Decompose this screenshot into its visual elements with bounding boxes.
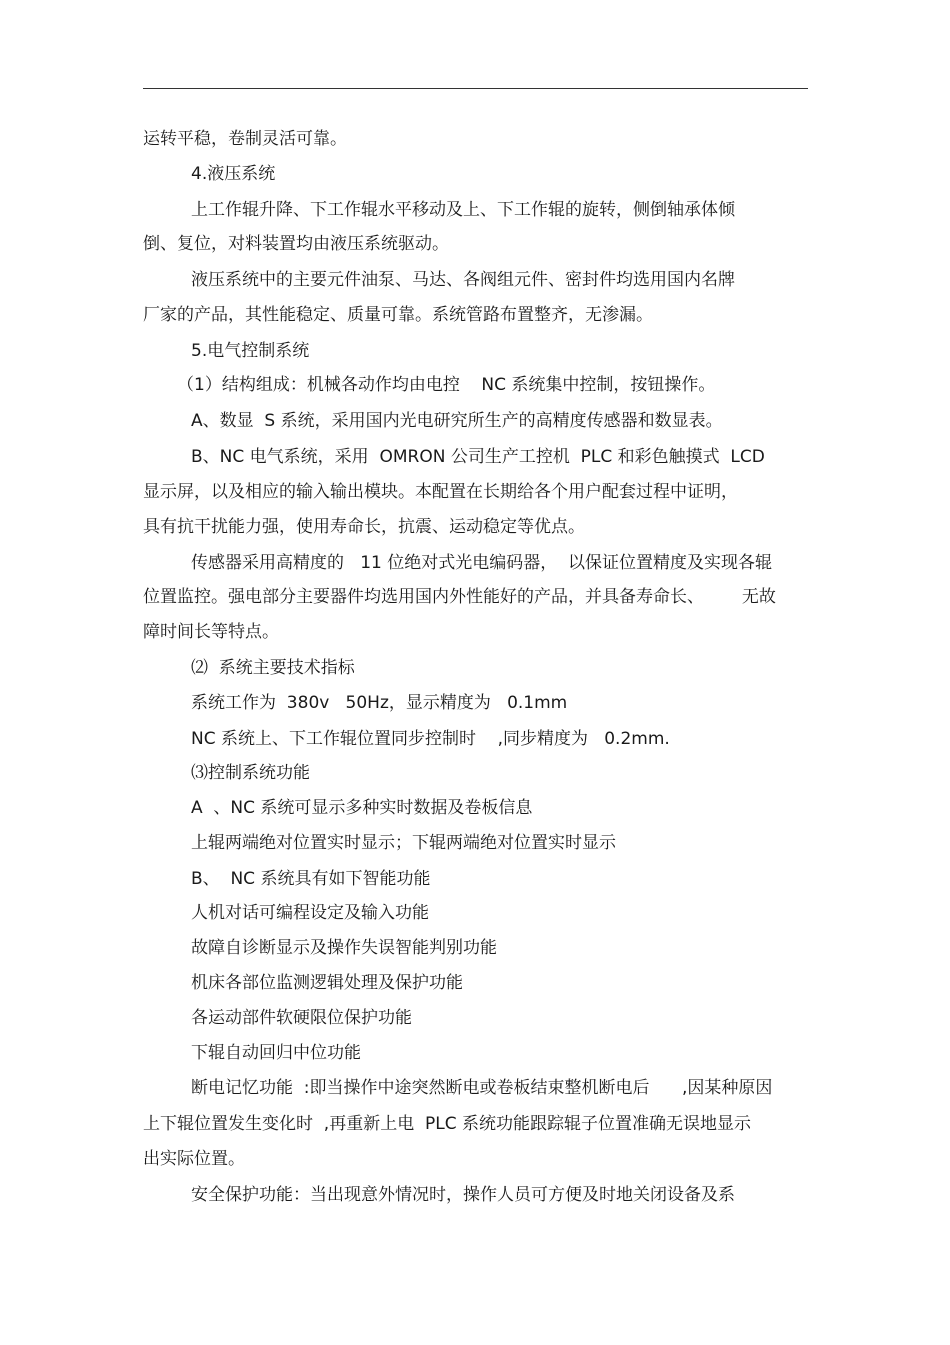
text-line: 上工作辊升降、下工作辊水平移动及上、下工作辊的旋转，侧倒轴承体倾	[191, 200, 735, 220]
text-line: A 、NC 系统可显示多种实时数据及卷板信息	[191, 798, 533, 818]
text-line: 位置监控。强电部分主要器件均选用国内外性能好的产品，并具备寿命长、 无故	[143, 587, 776, 607]
text-line: 机床各部位监测逻辑处理及保护功能	[191, 973, 463, 993]
header-rule	[143, 88, 808, 89]
text-line: 倒、复位，对料装置均由液压系统驱动。	[143, 234, 449, 254]
text-line: （1）结构组成：机械各动作均由电控 NC 系统集中控制，按钮操作。	[177, 375, 716, 395]
text-line: 厂家的产品，其性能稳定、质量可靠。系统管路布置整齐，无渗漏。	[143, 305, 653, 325]
text-line: 各运动部件软硬限位保护功能	[191, 1008, 412, 1028]
text-line: 安全保护功能：当出现意外情况时，操作人员可方便及时地关闭设备及系	[191, 1185, 735, 1205]
text-line: B、NC 电气系统，采用 OMRON 公司生产工控机 PLC 和彩色触摸式 LCD	[191, 447, 765, 467]
text-line: 4.液压系统	[191, 164, 276, 184]
text-line: 5.电气控制系统	[191, 341, 310, 361]
text-line: 显示屏，以及相应的输入输出模块。本配置在长期给各个用户配套过程中证明，	[143, 482, 738, 502]
text-line: 上辊两端绝对位置实时显示；下辊两端绝对位置实时显示	[191, 833, 616, 853]
text-line: 人机对话可编程设定及输入功能	[191, 903, 429, 923]
text-line: NC 系统上、下工作辊位置同步控制时 ,同步精度为 0.2mm.	[191, 729, 670, 749]
text-line: ⑵ 系统主要技术指标	[191, 658, 355, 678]
text-line: 出实际位置。	[143, 1149, 245, 1169]
text-line: 下辊自动回归中位功能	[191, 1043, 361, 1063]
text-line: 具有抗干扰能力强，使用寿命长，抗震、运动稳定等优点。	[143, 517, 585, 537]
text-line: A、数显 S 系统，采用国内光电研究所生产的高精度传感器和数显表。	[191, 411, 723, 431]
text-line: 传感器采用高精度的 11 位绝对式光电编码器， 以保证位置精度及实现各辊	[191, 553, 773, 573]
text-line: 液压系统中的主要元件油泵、马达、各阀组元件、密封件均选用国内名牌	[191, 270, 735, 290]
text-line: B、 NC 系统具有如下智能功能	[191, 869, 431, 889]
text-line: 运转平稳，卷制灵活可靠。	[143, 129, 347, 149]
text-line: 上下辊位置发生变化时 ,再重新上电 PLC 系统功能跟踪辊子位置准确无误地显示	[143, 1114, 752, 1134]
text-line: ⑶控制系统功能	[191, 763, 310, 783]
text-line: 断电记忆功能 :即当操作中途突然断电或卷板结束整机断电后 ,因某种原因	[191, 1078, 773, 1098]
text-line: 障时间长等特点。	[143, 622, 279, 642]
text-line: 故障自诊断显示及操作失误智能判别功能	[191, 938, 497, 958]
text-line: 系统工作为 380v 50Hz，显示精度为 0.1mm	[191, 693, 568, 713]
